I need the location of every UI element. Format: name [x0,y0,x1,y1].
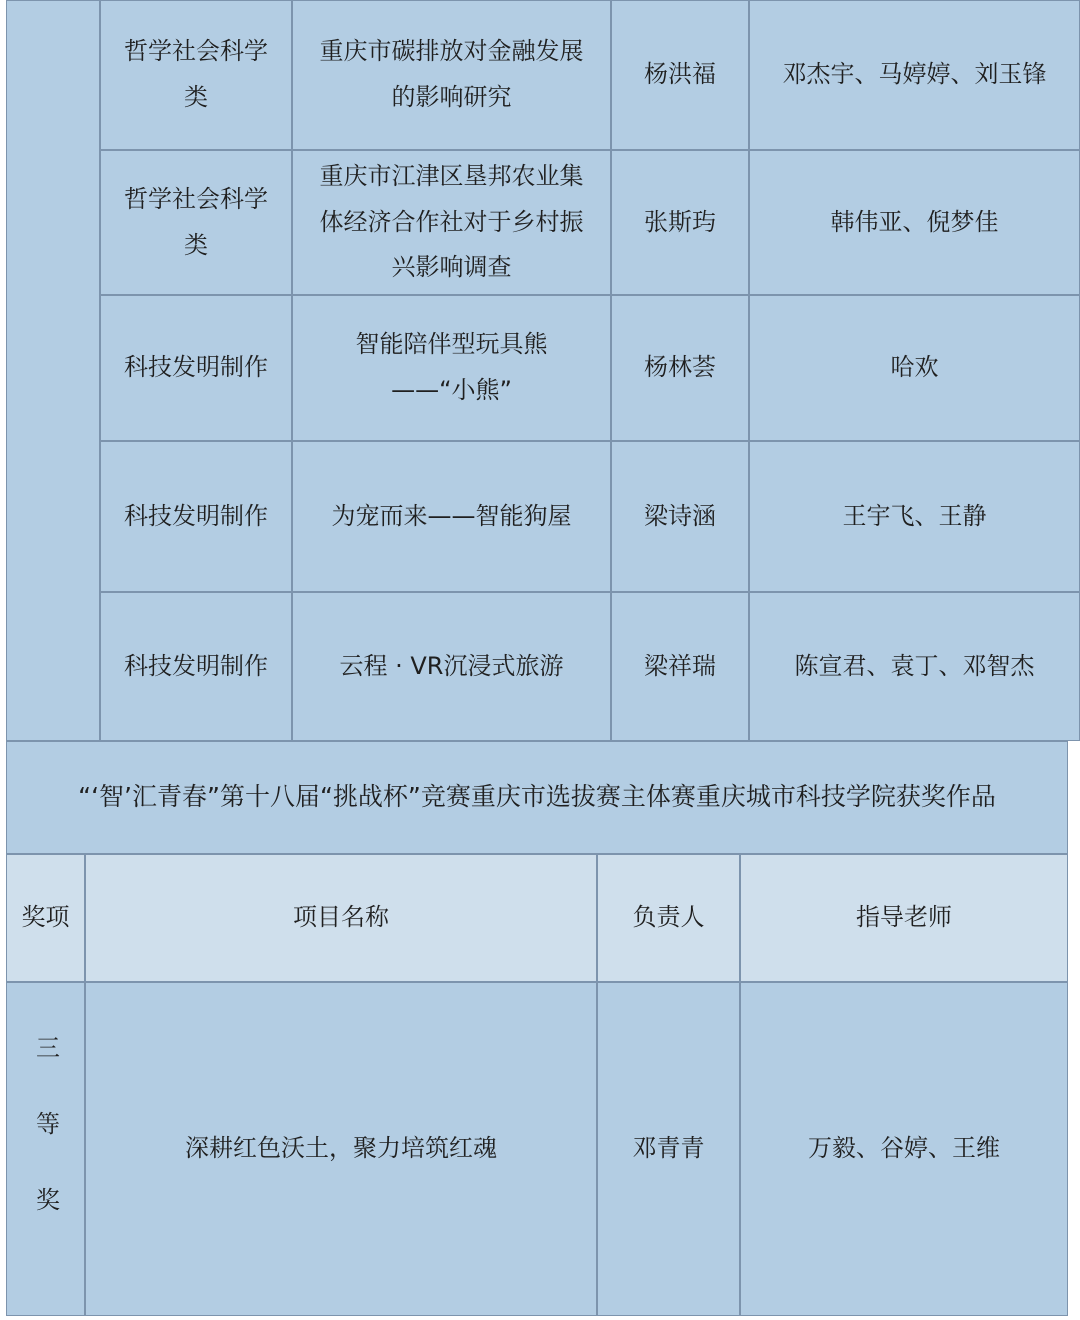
table1-row-1-leader: 杨洪福 [611,0,749,150]
table1-row-4-leader: 梁诗涵 [611,441,749,592]
table2-row-1-leader: 邓青青 [597,982,740,1316]
table2-header-leader: 负责人 [597,854,740,982]
table1-row-1-teachers: 邓杰宇、马婷婷、刘玉锋 [749,0,1080,150]
table1-row-3-leader: 杨林荟 [611,295,749,441]
table2-row-1-award-text: 三等奖 [31,1035,60,1263]
table2-row-1-project: 深耕红色沃土，聚力培筑红魂 [85,982,597,1316]
table1-row-5-project: 云程 · VR沉浸式旅游 [292,592,611,741]
table2-row-1-award [6,982,85,1316]
table1-row-2-category: 哲学社会科学类 [100,150,292,295]
table1-row-3-category: 科技发明制作 [100,295,292,441]
table1-row-2-teachers: 韩伟亚、倪梦佳 [749,150,1080,295]
table1-row-4-project: 为宠而来——智能狗屋 [292,441,611,592]
table1-merged-award-cell [6,0,100,741]
table2-row-1-teachers: 万毅、谷婷、王维 [740,982,1068,1316]
table2-header-teachers: 指导老师 [740,854,1068,982]
table1-row-1-project: 重庆市碳排放对金融发展的影响研究 [292,0,611,150]
table1-row-5-category: 科技发明制作 [100,592,292,741]
table2-header-project: 项目名称 [85,854,597,982]
table1-row-4-teachers: 王宇飞、王静 [749,441,1080,592]
table1-row-1-category: 哲学社会科学类 [100,0,292,150]
table1-row-5-leader: 梁祥瑞 [611,592,749,741]
table1-row-3-project: 智能陪伴型玩具熊——“小熊” [292,295,611,441]
table2-header-award: 奖项 [6,854,85,982]
table1-row-3-teachers: 哈欢 [749,295,1080,441]
table2-title: “‘智’汇青春”第十八届“挑战杯”竞赛重庆市选拔赛主体赛重庆城市科技学院获奖作品 [6,741,1068,854]
table1-row-2-project: 重庆市江津区垦邦农业集体经济合作社对于乡村振兴影响调查 [292,150,611,295]
table1-row-4-category: 科技发明制作 [100,441,292,592]
table1-row-5-teachers: 陈宣君、袁丁、邓智杰 [749,592,1080,741]
table1-row-2-leader: 张斯玙 [611,150,749,295]
